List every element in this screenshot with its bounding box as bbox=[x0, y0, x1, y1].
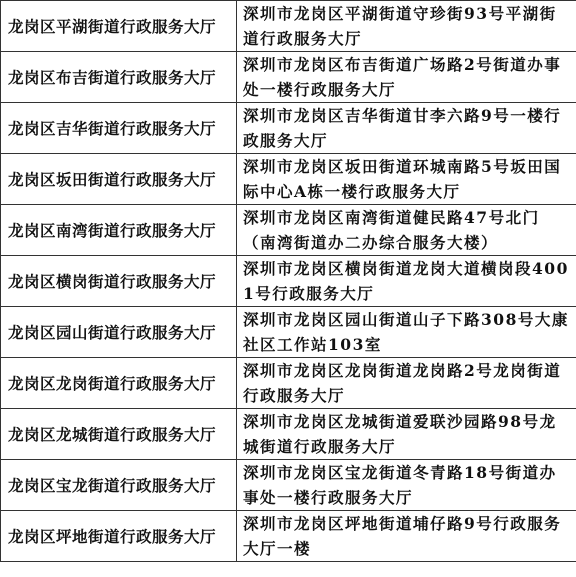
table-row bbox=[1, 256, 576, 307]
hall-address-cell: 深圳市龙岗区园山街道山子下路308号大康社区工作站103室 bbox=[237, 307, 576, 358]
hall-name-cell: 龙岗区坂田街道行政服务大厅 bbox=[1, 154, 237, 205]
hall-address-cell: 深圳市龙岗区吉华街道甘李六路9号一楼行政服务大厅 bbox=[237, 103, 576, 154]
hall-name-cell: 龙岗区园山街道行政服务大厅 bbox=[1, 307, 237, 358]
hall-name-cell: 龙岗区布吉街道行政服务大厅 bbox=[1, 52, 237, 103]
hall-address-cell: 深圳市龙岗区坂田街道环城南路5号坂田国际中心A栋一楼行政服务大厅 bbox=[237, 154, 576, 205]
table-row bbox=[1, 409, 576, 460]
hall-name-cell: 龙岗区龙岗街道行政服务大厅 bbox=[1, 358, 237, 409]
hall-name-cell: 龙岗区坪地街道行政服务大厅 bbox=[1, 511, 237, 562]
hall-address-cell: 深圳市龙岗区平湖街道守珍街93号平湖街道行政服务大厅 bbox=[237, 1, 576, 52]
table-row bbox=[1, 460, 576, 511]
hall-name-cell: 龙岗区宝龙街道行政服务大厅 bbox=[1, 460, 237, 511]
table-row bbox=[1, 103, 576, 154]
hall-address-cell: 深圳市龙岗区坪地街道埔仔路9号行政服务大厅一楼 bbox=[237, 511, 576, 562]
table-row bbox=[1, 52, 576, 103]
hall-name-cell: 龙岗区南湾街道行政服务大厅 bbox=[1, 205, 237, 256]
hall-address-cell: 深圳市龙岗区宝龙街道冬青路18号街道办事处一楼行政服务大厅 bbox=[237, 460, 576, 511]
table-body bbox=[1, 1, 576, 562]
hall-address-cell: 深圳市龙岗区南湾街道健民路47号北门（南湾街道办二办综合服务大楼） bbox=[237, 205, 576, 256]
table-row bbox=[1, 1, 576, 52]
hall-name-cell: 龙岗区吉华街道行政服务大厅 bbox=[1, 103, 237, 154]
hall-name-cell: 龙岗区横岗街道行政服务大厅 bbox=[1, 256, 237, 307]
hall-name-cell: 龙岗区龙城街道行政服务大厅 bbox=[1, 409, 237, 460]
table-row bbox=[1, 154, 576, 205]
hall-address-cell: 深圳市龙岗区龙岗街道龙岗路2号龙岗街道行政服务大厅 bbox=[237, 358, 576, 409]
table-row bbox=[1, 511, 576, 562]
hall-address-cell: 深圳市龙岗区横岗街道龙岗大道横岗段4001号行政服务大厅 bbox=[237, 256, 576, 307]
hall-name-cell: 龙岗区平湖街道行政服务大厅 bbox=[1, 1, 237, 52]
table-row bbox=[1, 358, 576, 409]
hall-address-cell: 深圳市龙岗区布吉街道广场路2号街道办事处一楼行政服务大厅 bbox=[237, 52, 576, 103]
table-row bbox=[1, 205, 576, 256]
hall-address-cell: 深圳市龙岗区龙城街道爱联沙园路98号龙城街道行政服务大厅 bbox=[237, 409, 576, 460]
table-row bbox=[1, 307, 576, 358]
